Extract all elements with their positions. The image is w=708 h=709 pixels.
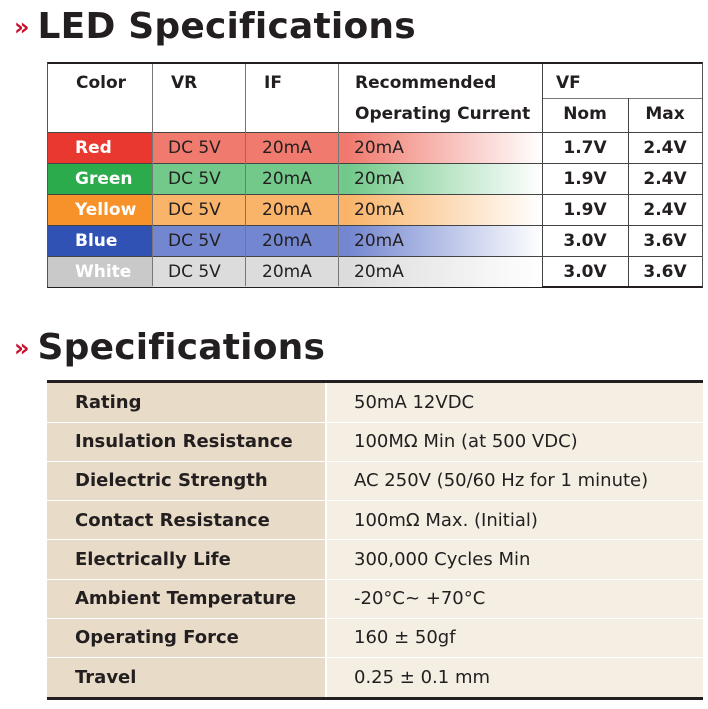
if-cell: 20mA (262, 200, 312, 220)
spec-value: 100mΩ Max. (Initial) (354, 509, 538, 531)
current-cell: 20mA (354, 231, 404, 251)
specifications-table (47, 380, 703, 700)
led-row (48, 226, 702, 256)
row-divider (48, 287, 702, 288)
spec-row (47, 462, 703, 502)
if-cell: 20mA (262, 262, 312, 282)
spec-value: AC 250V (50/60 Hz for 1 minute) (354, 470, 649, 492)
header-nom: Nom (563, 104, 607, 124)
header-max: Max (645, 104, 685, 124)
vr-cell: DC 5V (168, 231, 221, 251)
vr-cell: DC 5V (168, 262, 221, 282)
vf-nom-cell: 1.9V (563, 200, 607, 220)
spec-value: 0.25 ± 0.1 mm (354, 667, 491, 688)
color-name-cell: Blue (75, 231, 118, 251)
current-cell: 20mA (354, 138, 404, 158)
vr-cell: DC 5V (168, 200, 221, 220)
vf-nom-cell: 3.0V (563, 231, 607, 251)
spec-label: Insulation Resistance (75, 431, 293, 452)
led-specifications-heading (14, 6, 416, 47)
led-specifications-title: LED Specifications (37, 6, 416, 47)
spec-row (47, 658, 703, 698)
column-divider (628, 98, 629, 286)
color-name-cell: Red (75, 138, 112, 158)
color-name-cell: Green (75, 169, 133, 189)
vf-max-cell: 2.4V (643, 200, 687, 220)
led-specifications-table (47, 62, 703, 288)
spec-row (47, 579, 703, 619)
specifications-heading (14, 327, 325, 368)
header-vf: VF (556, 73, 581, 93)
double-chevron-icon: » (14, 333, 28, 362)
spec-label: Rating (75, 391, 142, 413)
vr-cell: DC 5V (168, 169, 221, 189)
spec-value: -20°C~ +70°C (354, 588, 486, 609)
spec-label: Dielectric Strength (75, 470, 268, 492)
vr-cell: DC 5V (168, 138, 221, 158)
if-cell: 20mA (262, 169, 312, 189)
vf-max-cell: 2.4V (643, 138, 687, 158)
current-cell: 20mA (354, 200, 404, 220)
header-recommended-line1: Recommended (355, 73, 497, 93)
led-row (48, 257, 702, 287)
if-cell: 20mA (262, 138, 312, 158)
spec-row (47, 619, 703, 659)
spec-label: Ambient Temperature (75, 588, 297, 609)
vf-nom-cell: 3.0V (563, 262, 607, 282)
current-cell: 20mA (354, 169, 404, 189)
current-cell: 20mA (354, 262, 404, 282)
vf-nom-cell: 1.9V (563, 169, 607, 189)
vf-nom-cell: 1.7V (563, 138, 607, 158)
color-name-cell: White (75, 262, 132, 282)
if-cell: 20mA (262, 231, 312, 251)
column-divider (338, 64, 339, 286)
vf-max-cell: 3.6V (643, 262, 687, 282)
double-chevron-icon: » (14, 12, 28, 41)
vf-max-cell: 3.6V (643, 231, 687, 251)
header-color: Color (76, 73, 127, 93)
spec-label: Travel (75, 667, 137, 688)
header-recommended-line2: Operating Current (355, 104, 531, 124)
column-divider (245, 64, 246, 286)
header-if: IF (264, 73, 282, 93)
color-name-cell: Yellow (75, 200, 137, 220)
spec-row (47, 422, 703, 462)
spec-value: 300,000 Cycles Min (354, 548, 531, 570)
spec-label: Contact Resistance (75, 509, 270, 531)
spec-row (47, 501, 703, 541)
led-row (48, 133, 702, 163)
spec-label: Electrically Life (75, 548, 231, 570)
led-row (48, 195, 702, 225)
spec-value: 160 ± 50gf (354, 627, 456, 649)
spec-row (47, 383, 703, 423)
vf-subheader-divider (542, 98, 702, 99)
vf-max-cell: 2.4V (643, 169, 687, 189)
spec-value: 100MΩ Min (at 500 VDC) (354, 431, 578, 452)
spec-label: Operating Force (75, 627, 239, 649)
column-divider (542, 64, 543, 286)
header-vr: VR (171, 73, 198, 93)
spec-value: 50mA 12VDC (354, 391, 475, 413)
specifications-title: Specifications (37, 327, 326, 368)
spec-row (47, 540, 703, 580)
led-row (48, 164, 702, 194)
column-divider (152, 64, 153, 286)
